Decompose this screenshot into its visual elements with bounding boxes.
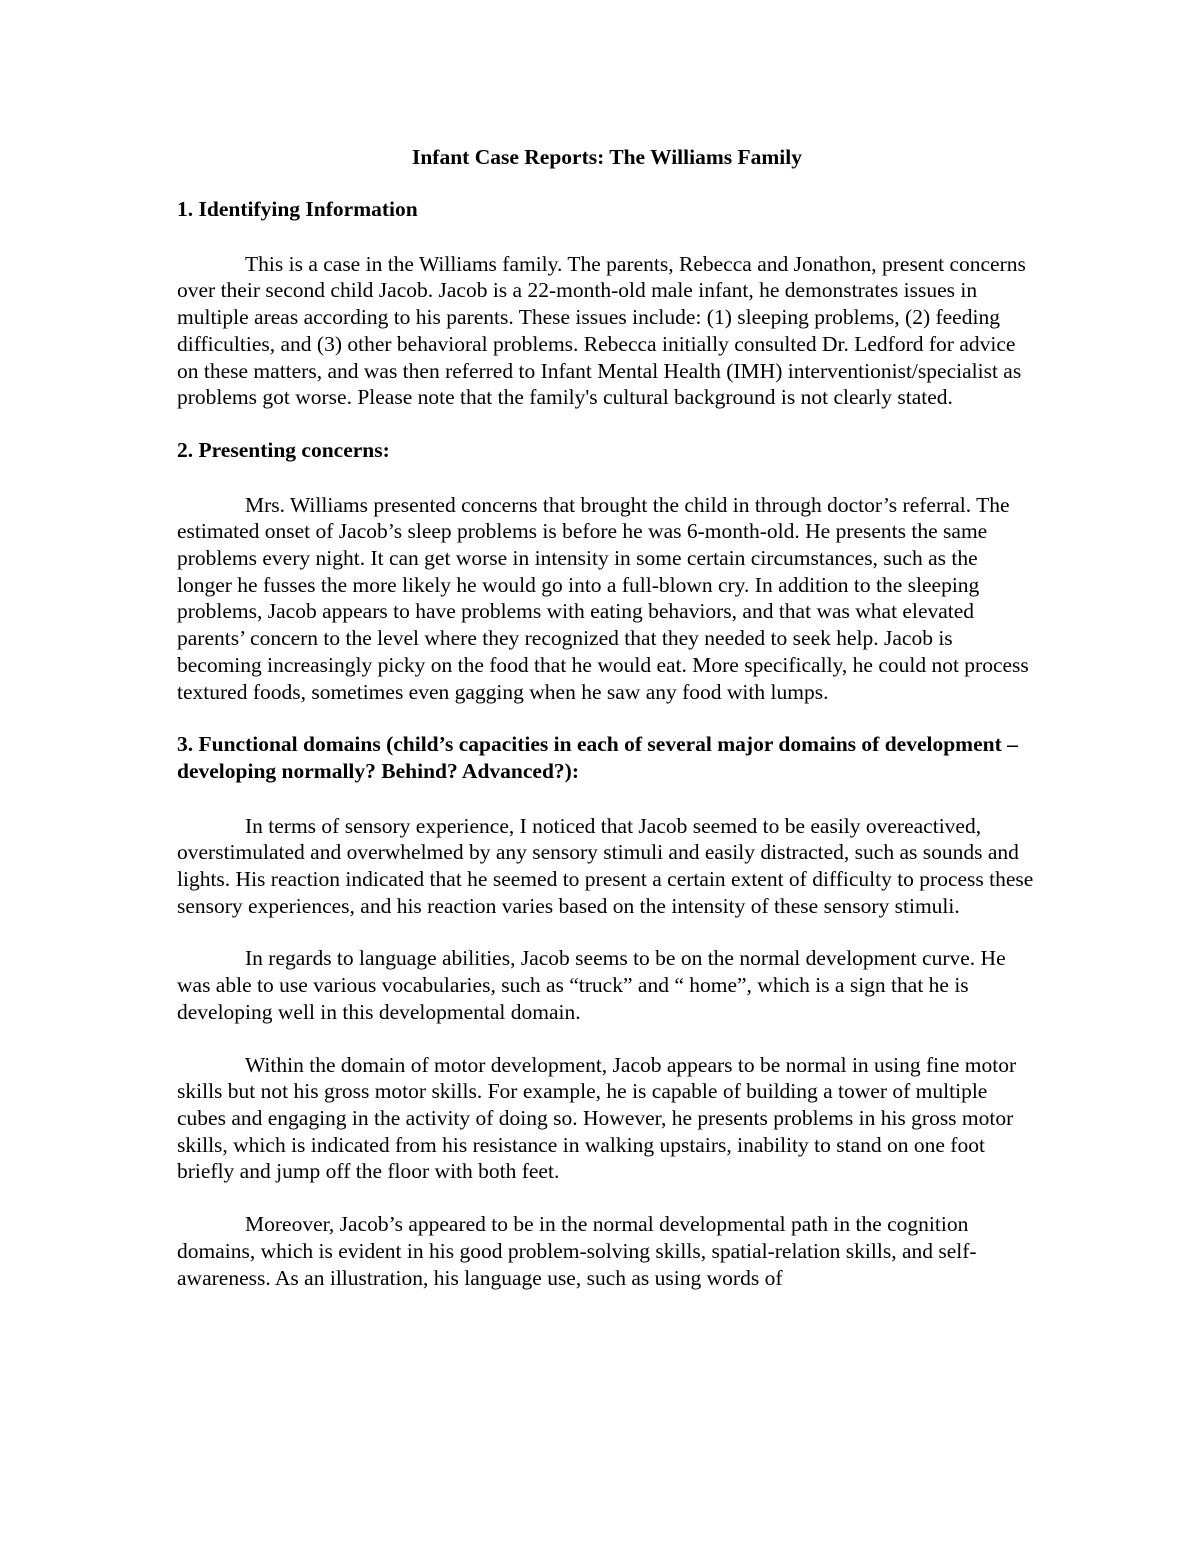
section-heading-presenting-concerns: 2. Presenting concerns:: [177, 437, 390, 462]
paragraph-sensory-experience: In terms of sensory experience, I noticed that Jacob seemed to be easily overeactived, overstimulated and overwhelmed by any sensory stimuli and easily distracted, such as sounds and lights. His reaction indicated that he seemed to present a certain extent of difficulty to process these sensory experiences, and his reaction varies based on the intensity of these sensory stimuli.: [177, 813, 1034, 918]
paragraph-identifying-information: This is a case in the Williams family. The parents, Rebecca and Jonathon, present concerns over their second child Jacob. Jacob is a 22-month-old male infant, he demonstrates issues in multiple areas according to his parents. These issues include: (1) sleeping problems, (2) feeding difficulties, and (3) other behavioral problems. Rebecca initially consulted Dr. Ledford for advice on these matters, and was then referred to Infant Mental Health (IMH) interventionist/specialist as problems got worse. Please note that the family's cultural background is not clearly stated.: [177, 251, 1026, 410]
paragraph-presenting-concerns: Mrs. Williams presented concerns that brought the child in through doctor’s referral. The estimated onset of Jacob’s sleep problems is before he was 6-month-old. He presents the same problems every night. It can get worse in intensity in some certain circumstances, such as the longer he fusses the more likely he would go into a full-blown cry. In addition to the sleeping problems, Jacob appears to have problems with eating behaviors, and that was what elevated parents’ concern to the level where they recognized that they needed to seek help. Jacob is becoming increasingly picky on the food that he would eat. More specifically, he could not process textured foods, sometimes even gagging when he saw any food with lumps.: [177, 492, 1029, 704]
paragraph-cognition-domains: Moreover, Jacob’s appeared to be in the normal developmental path in the cognition domains, which is evident in his good problem-solving skills, spatial-relation skills, and self-awareness. As an illustration, his language use, such as using words of: [177, 1212, 977, 1290]
section-heading-functional-domains: 3. Functional domains (child’s capacities in each of several major domains of development – developing normally? Behind? Advanced?):: [177, 732, 1018, 783]
page-title: Infant Case Reports: The Williams Family: [411, 145, 802, 169]
document-body: [177, 142, 1037, 1291]
paragraph-language-abilities: In regards to language abilities, Jacob seems to be on the normal development curve. He was able to use various vocabularies, such as “truck” and “ home”, which is a sign that he is developing well in this developmental domain.: [177, 946, 1006, 1024]
paragraph-motor-development: Within the domain of motor development, Jacob appears to be normal in using fine motor skills but not his gross motor skills. For example, he is capable of building a tower of multiple cubes and engaging in the activity of doing so. However, he presents problems in his gross motor skills, which is indicated from his resistance in walking upstairs, inability to stand on one foot briefly and jump off the floor with both feet.: [177, 1052, 1017, 1184]
section-heading-identifying-information: 1. Identifying Information: [177, 197, 418, 221]
